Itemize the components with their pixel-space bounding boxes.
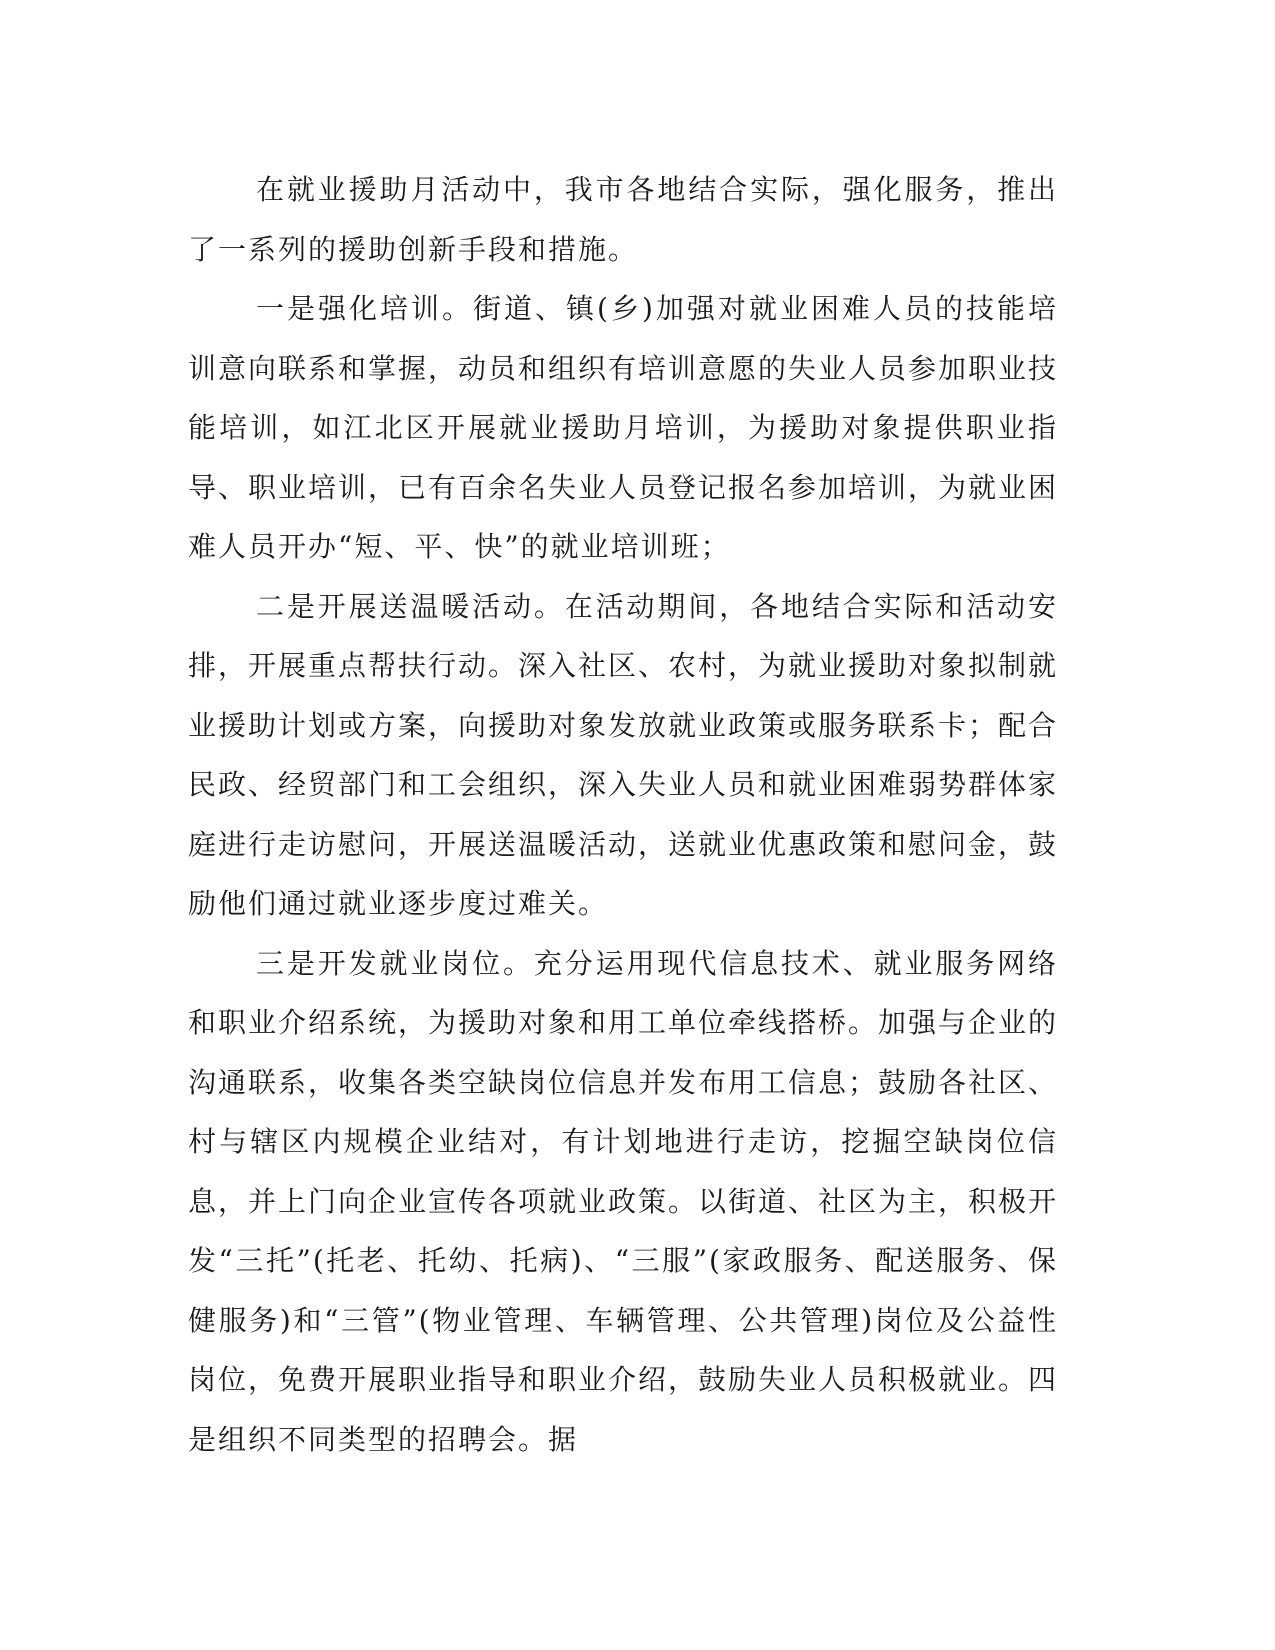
- paragraph-intro: 在就业援助月活动中，我市各地结合实际，强化服务，推出了一系列的援助创新手段和措施。: [188, 173, 1058, 266]
- paragraph-training: 一是强化培训。街道、镇(乡)加强对就业困难人员的技能培训意向联系和掌握，动员和组织有培训意愿的失业人员参加职业技能培训，如江北区开展就业援助月培训，为援助对象提供职业指导、职业培训，已有百余名失业人员登记报名参加培训，为就业困难人员开办“短、平、快”的就业培训班；: [188, 292, 1059, 563]
- paragraph-job-development: 三是开发就业岗位。充分运用现代信息技术、就业服务网络和职业介绍系统，为援助对象和用工单位牵线搭桥。加强与企业的沟通联系，收集各类空缺岗位信息并发布用工信息；鼓励各社区、村与辖区内规模企业结对，有计划地进行走访，挖掘空缺岗位信息，并上门向企业宣传各项就业政策。以街道、社区为主，积极开发“三托”(托老、托幼、托病)、“三服”(家政服务、配送服务、保健服务)和“三管”(物业管理、车辆管理、公共管理)岗位及公益性岗位，免费开展职业指导和职业介绍，鼓励失业人员积极就业。四是组织不同类型的招聘会。据: [188, 946, 1059, 1456]
- document-body: [188, 160, 1058, 1469]
- paragraph-warmth-activity: 二是开展送温暖活动。在活动期间，各地结合实际和活动安排，开展重点帮扶行动。深入社区、农村，为就业援助对象拟制就业援助计划或方案，向援助对象发放就业政策或服务联系卡；配合民政、经贸部门和工会组织，深入失业人员和就业困难弱势群体家庭进行走访慰问，开展送温暖活动，送就业优惠政策和慰问金，鼓励他们通过就业逐步度过难关。: [188, 589, 1059, 920]
